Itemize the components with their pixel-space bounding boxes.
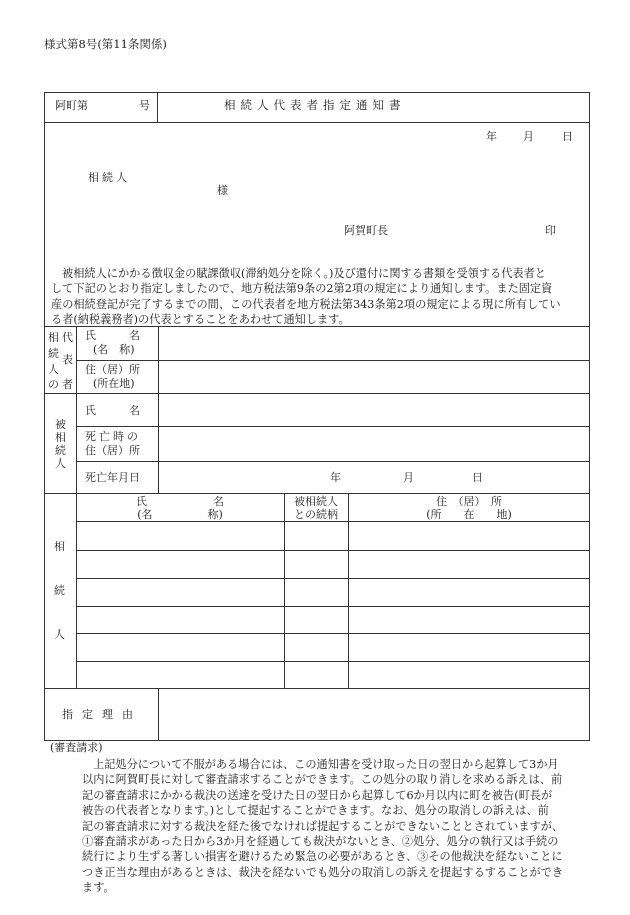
heirs-label: 続 (54, 584, 65, 597)
representative-label: 相 (48, 331, 59, 344)
heirs-row-rule (76, 606, 590, 607)
deceased-label-divider (76, 393, 77, 493)
heirs-label: 相 (54, 540, 65, 553)
deceased-address-label: 住（居）所 (85, 444, 140, 457)
heirs-row-rule (76, 633, 590, 634)
representative-address-sub: (所在地) (93, 377, 135, 390)
heirs-label: 人 (54, 628, 65, 641)
death-date-day: 日 (472, 471, 483, 484)
appeal-line: 被告の代表者となります。)として提起することができます。なお、処分の取消しの訴えは、前 (82, 804, 549, 818)
appeal-line: つき正当な理由があるときは、裁決を経ないでも処分の取消しの訴えを提起するすることができ (82, 865, 564, 879)
notice-body-line: 被相続人にかかる徴収金の賦課徴収(滞納処分を除く。)及び還付に関する書類を受領する代表者と (62, 267, 546, 280)
heirs-col-name-header: 氏 名 (136, 495, 224, 508)
deceased-name-label: 氏 名 (85, 404, 140, 417)
death-date-month: 月 (403, 471, 414, 484)
deceased-label: 相 (55, 431, 66, 444)
deceased-rule (76, 461, 590, 462)
death-date-label: 死亡年月日 (85, 471, 140, 484)
heirs-label-divider (76, 493, 77, 688)
honorific: 様 (217, 184, 228, 197)
reason-label-divider (158, 688, 159, 741)
heirs-col-address-sub: (所 在 地) (426, 508, 512, 521)
notice-number-suffix: 号 (139, 99, 150, 112)
document-title: 相続人代表者指定通知書 (224, 98, 406, 112)
representative-mid-rule (76, 360, 590, 361)
appeal-title: (審査請求) (50, 741, 103, 754)
appeal-line: ます。 (82, 881, 115, 895)
date-month: 月 (523, 130, 534, 143)
representative-top-rule (44, 326, 590, 327)
heirs-row-rule (76, 578, 590, 579)
date-year: 年 (486, 130, 497, 143)
reason-top-rule (44, 688, 590, 689)
appeal-line: 記の審査請求にかかる裁決の送達を受けた日の翌日から起算して6か月以内に町を被告(町長が (82, 788, 553, 802)
appeal-line: ①審査請求があった日から3か月を経過しても裁決がないとき、②処分、処分の執行又は手続の (82, 835, 559, 849)
form-number: 様式第8号(第11条関係) (44, 37, 167, 51)
heirs-col-relation-header: 被相続人 (294, 495, 338, 508)
death-date-year: 年 (330, 471, 341, 484)
deceased-label: 被 (55, 418, 66, 431)
date-day: 日 (562, 130, 573, 143)
notice-body-line: して下記のとおり指定しましたので、地方税法第9条の2第2項の規定により通知します。また固定資 (51, 282, 553, 296)
heirs-col-relation-sub: との続柄 (294, 508, 338, 521)
appeal-line: 以内に阿賀町長に対して審査請求することができます。この処分の取り消しを求める訴えは、前 (82, 773, 563, 787)
header-number-divider (157, 92, 158, 122)
representative-name-label: 氏 名 (85, 329, 140, 342)
seal-mark: 印 (545, 224, 556, 237)
deceased-label: 続 (55, 444, 66, 457)
heirs-column-divider (284, 493, 285, 688)
representative-label: 人 (48, 363, 59, 376)
representative-label: 者 (62, 378, 73, 391)
heirs-col-name-sub: (名 称) (137, 508, 223, 521)
heirs-row-rule (76, 550, 590, 551)
representative-label: 表 (62, 353, 73, 366)
heirs-column-divider (348, 493, 349, 688)
representative-label: 続 (48, 347, 59, 360)
notice-body-line: 産の相続登記が完了するまでの間、この代表者を地方税法第343条第2項の規定による現に所有してい (51, 297, 561, 311)
appeal-line: 記の審査請求に対する裁決を経た後でなければ提起することができないこととされていますが、 (82, 819, 564, 833)
appeal-line: 続行により生ずる著しい損害を避けるため緊急の必要があるとき、③その他裁決を経ないことに (82, 850, 563, 864)
deceased-address-label: 死亡時の (85, 430, 141, 443)
deceased-field-divider (158, 393, 159, 493)
header-divider (44, 122, 590, 123)
appeal-line: 上記処分について不服がある場合には、この通知書を受け取った日の翌日から起算して3か月 (93, 758, 559, 771)
deceased-label: 人 (55, 457, 66, 470)
deceased-top-rule (44, 393, 590, 394)
heirs-row-rule (76, 661, 590, 662)
representative-label: の (48, 378, 59, 391)
notice-number-prefix: 阿町第 (55, 99, 88, 112)
issuer-name: 阿賀町長 (344, 224, 388, 237)
representative-address-label: 住（居）所 (85, 363, 140, 376)
appeal-body (82, 757, 563, 896)
addressee-label: 相続人 (88, 171, 130, 184)
representative-name-sub: (名 称) (93, 343, 135, 356)
heirs-col-address-header: 住 （居） 所 (436, 495, 502, 508)
reason-label: 指定理由 (62, 708, 142, 721)
representative-label: 代 (62, 331, 73, 344)
notice-body-line: る者(納税義務者)の代表とすることをあわせて通知します。 (51, 313, 350, 327)
notice-body (51, 266, 561, 328)
heirs-top-rule (44, 493, 590, 494)
deceased-rule (76, 426, 590, 427)
